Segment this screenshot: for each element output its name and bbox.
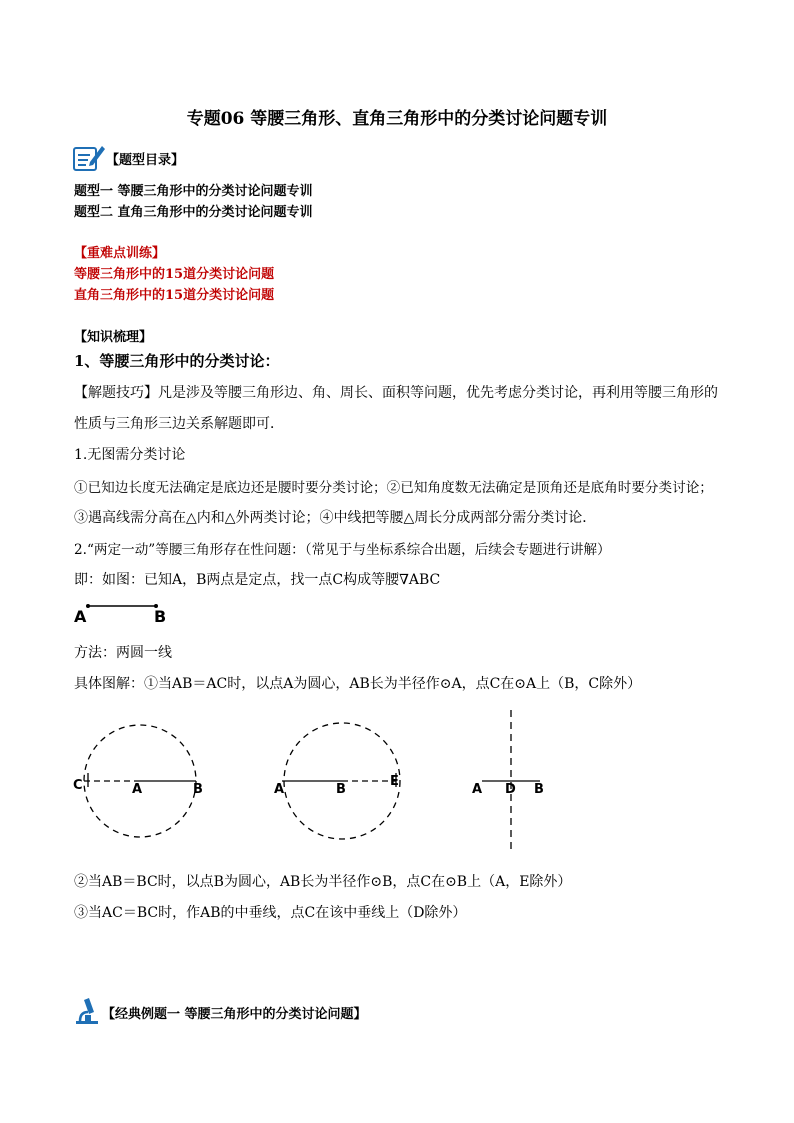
tip-line-2: 性质与三角形三边关系解题即可． xyxy=(74,416,284,432)
point1-line-2: ③遇高线需分高在△内和△外两类讨论；④中线把等腰△周长分成两部分需分类讨论． xyxy=(74,510,597,526)
point2-example: 即：如图：已知A，B两点是定点，找一点C构成等腰∇ABC xyxy=(74,572,441,588)
point1-line-1: ①已知边长度无法确定是底边还是腰时要分类讨论；②已知角度数无法确定是顶角还是底角时要分类讨论； xyxy=(74,480,713,496)
fig2-label-a: A xyxy=(274,782,285,797)
example-heading: 【经典例题一 等腰三角形中的分类讨论问题】 xyxy=(102,1007,367,1022)
notepad-pencil-icon xyxy=(72,142,106,172)
fig1-label-a: A xyxy=(132,782,143,797)
fig1-label-b: B xyxy=(193,782,203,797)
key-training-item-2: 直角三角形中的15道分类讨论问题 xyxy=(74,288,275,303)
circle-b-figure xyxy=(268,715,418,840)
catalog-item-1: 题型一 等腰三角形中的分类讨论问题专训 xyxy=(74,184,313,199)
microscope-icon xyxy=(72,996,102,1026)
tip-line-1: 【解题技巧】凡是涉及等腰三角形边、角、周长、面积等问题，优先考虑分类讨论，再利用等腰三角形的 xyxy=(74,385,718,401)
fig1-label-c: C xyxy=(73,778,83,793)
explain-line-3: ③当AC＝BC时，作AB的中垂线，点C在该中垂线上（D除外） xyxy=(74,905,467,921)
section1-title: 1、等腰三角形中的分类讨论： xyxy=(74,352,280,370)
knowledge-heading: 【知识梳理】 xyxy=(74,330,153,345)
method-line: 方法：两圆一线 xyxy=(74,645,172,661)
catalog-heading: 【题型目录】 xyxy=(106,153,185,168)
catalog-item-2: 题型二 直角三角形中的分类讨论问题专训 xyxy=(74,205,313,220)
page-title: 专题06 等腰三角形、直角三角形中的分类讨论问题专训 xyxy=(186,109,608,129)
label-b: B xyxy=(154,607,167,626)
perpendicular-bisector-figure xyxy=(468,708,558,858)
point1-title: 1.无图需分类讨论 xyxy=(74,447,186,463)
fig3-label-d: D xyxy=(505,782,516,797)
point2-title: 2.“两定一动”等腰三角形存在性问题：（常见于与坐标系综合出题，后续会专题进行讲解） xyxy=(74,542,611,558)
fig2-label-b: B xyxy=(336,782,346,797)
key-training-item-1: 等腰三角形中的15道分类讨论问题 xyxy=(74,267,275,282)
fig2-label-e: E xyxy=(390,774,399,789)
label-a: A xyxy=(74,607,87,626)
explain-line-2: ②当AB＝BC时，以点B为圆心，AB长为半径作⊙B，点C在⊙B上（A，E除外） xyxy=(74,874,572,890)
segment-ab-figure xyxy=(70,598,180,628)
circle-a-figure xyxy=(70,715,220,840)
fig3-label-a: A xyxy=(472,782,483,797)
explain-line-1: 具体图解：①当AB＝AC时，以点A为圆心，AB长为半径作⊙A，点C在⊙A上（B，C除外） xyxy=(74,676,642,692)
key-training-heading: 【重难点训练】 xyxy=(74,246,166,261)
fig3-label-b: B xyxy=(534,782,544,797)
